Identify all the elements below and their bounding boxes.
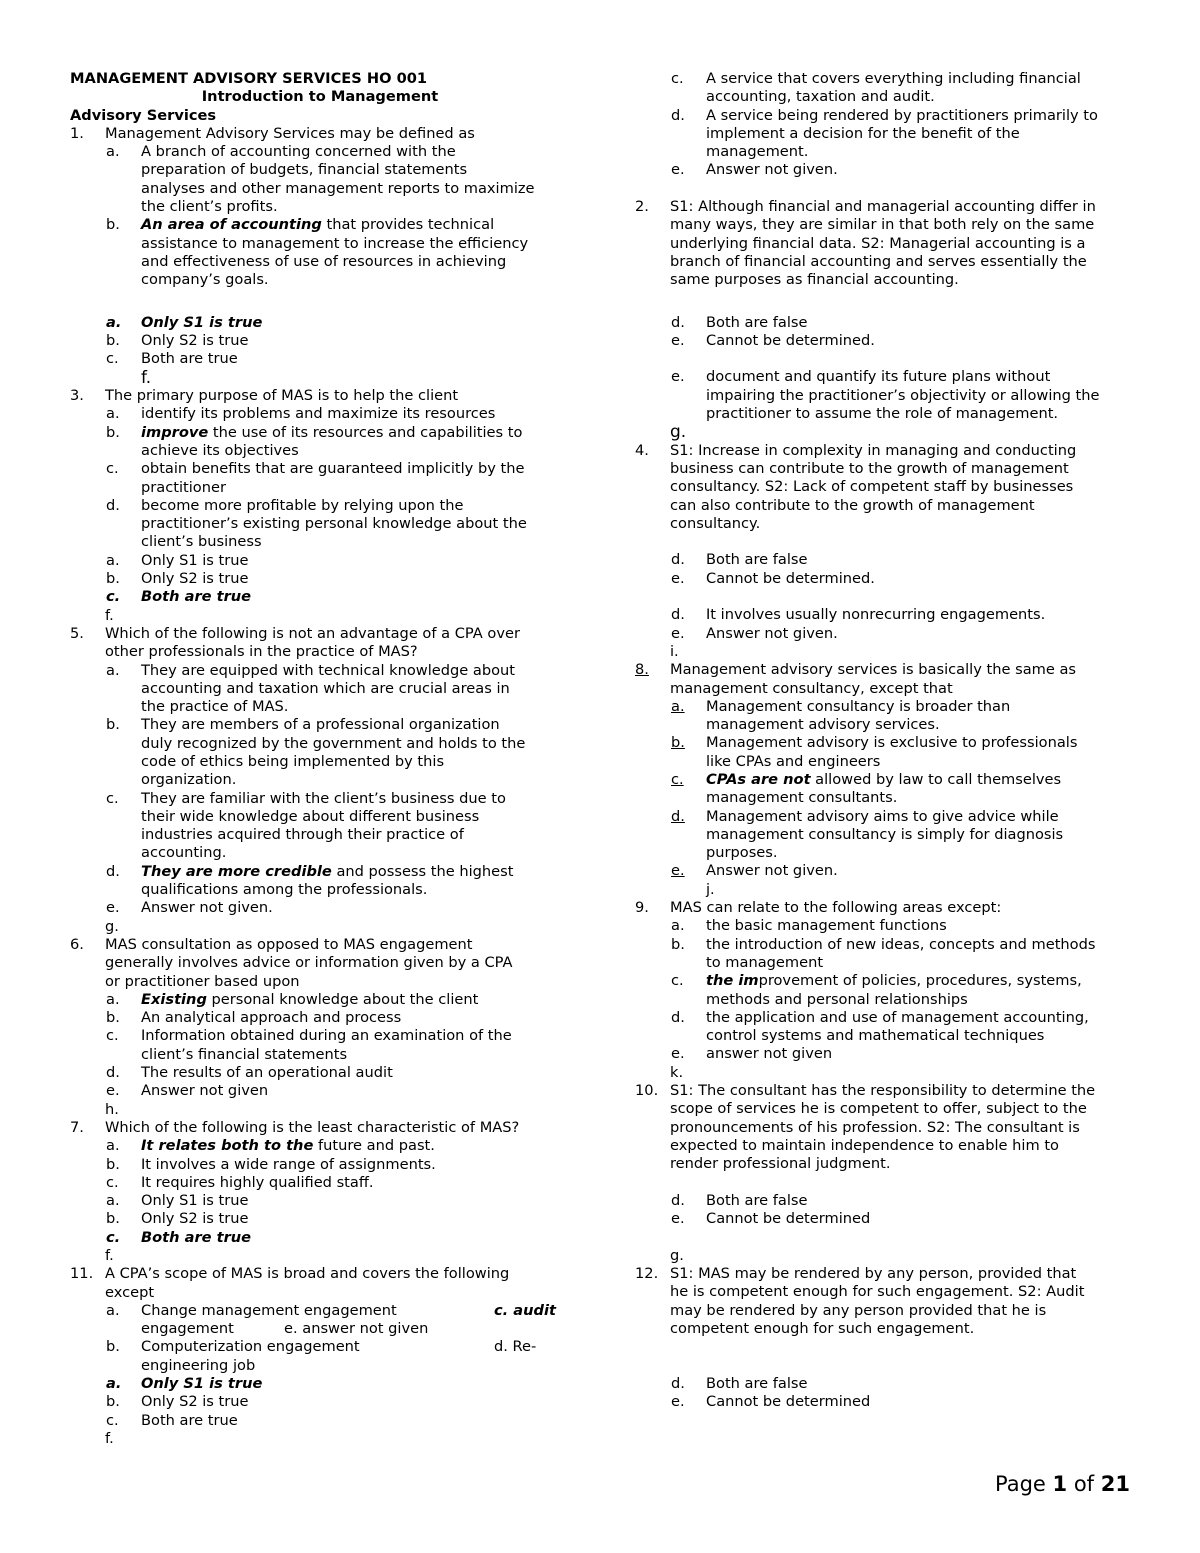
question-5-stem-cont: other professionals in the practice of MAS?	[105, 643, 418, 661]
q1-option-c: c. A service that covers everything including financial	[671, 70, 1081, 87]
block-a-option-b: b. Only S2 is true	[106, 332, 249, 350]
question-10-stem-cont: scope of services he is competent to offer, subject to the	[670, 1100, 1087, 1118]
section-heading: Advisory Services	[70, 106, 217, 124]
q5-option-e: e. Answer not given.	[106, 899, 273, 917]
q5-option-a: a. They are equipped with technical knowledge about	[106, 661, 516, 679]
question-12-stem-cont: competent enough for such engagement.	[670, 1319, 975, 1337]
q4-option-e2: e. Answer not given.	[671, 624, 838, 642]
q5-option-b-cont: duly recognized by the government and holds to the	[141, 734, 526, 752]
q5-option-a-cont: the practice of MAS.	[141, 698, 289, 716]
q8-option-a-cont: management advisory services.	[706, 716, 940, 734]
q2-option-e2-cont: practitioner to assume the role of management.	[706, 405, 1059, 423]
question-12-stem-cont: he is competent enough for such engagement. S2: Audit	[670, 1283, 1085, 1301]
q1-option-e: e. Answer not given.	[671, 161, 838, 179]
q12-option-e: e. Cannot be determined	[671, 1393, 871, 1411]
q8-option-a: a. Management consultancy is broader than	[671, 697, 1011, 715]
q4-option-e: e. Cannot be determined.	[671, 569, 875, 587]
q3-marker-f: f.	[105, 606, 114, 624]
question-2-stem-cont: many ways, they are similar in that both rely on the same	[670, 216, 1095, 234]
question-8-stem: 8. Management advisory services is basically the same as	[635, 661, 1077, 679]
q8-option-d-cont: management consultancy is simply for diagnosis	[706, 825, 1064, 843]
q2-marker-g: g.	[670, 422, 687, 443]
question-4-stem: 4. S1: Increase in complexity in managing and conducting	[635, 441, 1077, 459]
q1-option-a: a. A branch of accounting concerned with the	[106, 143, 456, 161]
q6-option-c: c. Information obtained during an examination of the	[106, 1027, 512, 1045]
q5-option-c-cont: their wide knowledge about different business	[141, 807, 480, 825]
q3-option-d: d. become more profitable by relying upon the	[106, 496, 464, 514]
q4-marker-i: i.	[670, 642, 679, 660]
question-4-stem-cont: can also contribute to the growth of management	[670, 496, 1035, 514]
question-10-stem: 10. S1: The consultant has the responsibility to determine the	[635, 1082, 1096, 1100]
q11-option-b-cont: engineering job	[141, 1356, 256, 1374]
q6-option-b: b. An analytical approach and process	[106, 1009, 402, 1027]
q1-option-d: d. A service being rendered by practitioners primarily to	[671, 106, 1098, 124]
q7-marker-f: f.	[105, 1247, 114, 1264]
q2-option-e: e. Cannot be determined.	[671, 331, 875, 349]
q9-option-d: d. the application and use of management accounting,	[671, 1008, 1089, 1026]
q1-option-d-cont: management.	[706, 143, 809, 161]
question-5-stem: 5. Which of the following is not an advantage of a CPA over	[70, 624, 520, 642]
question-2-stem-cont: underlying financial data. S2: Managerial accounting is a	[670, 234, 1086, 252]
question-10-stem-cont: pronouncements of his profession. S2: The consultant is	[670, 1118, 1080, 1136]
q11-option-a-cont: engagement e. answer not given	[141, 1320, 429, 1338]
q1-option-a-cont: preparation of budgets, financial statements	[141, 161, 468, 179]
q10-option-e: e. Cannot be determined	[671, 1210, 871, 1228]
q3-s-option-a: a. Only S1 is true	[106, 551, 249, 569]
q11-option-b: b. Computerization engagement d. Re-	[106, 1338, 537, 1356]
q1-option-b-cont: company’s goals.	[141, 271, 269, 289]
q11-s-option-a: a. Only S1 is true	[106, 1375, 263, 1393]
q9-option-e: e. answer not given	[671, 1045, 833, 1063]
q1-option-b: b. An area of accounting that provides technical	[106, 216, 495, 234]
q9-option-c: c. the improvement of policies, procedures, systems,	[671, 972, 1082, 990]
q6-option-e: e. Answer not given	[106, 1082, 269, 1100]
q3-s-option-b: b. Only S2 is true	[106, 570, 249, 588]
q5-option-a-cont: accounting and taxation which are crucial areas in	[141, 679, 510, 697]
q10-marker-g: g.	[670, 1246, 684, 1264]
q5-option-b-cont: organization.	[141, 771, 237, 789]
q11-s-option-b: b. Only S2 is true	[106, 1393, 249, 1411]
q6-option-d: d. The results of an operational audit	[106, 1064, 393, 1082]
q5-option-b-cont: code of ethics being implemented by this	[141, 752, 445, 770]
right-column	[635, 70, 1135, 1411]
q7-option-b: b. It involves a wide range of assignments.	[106, 1155, 436, 1173]
question-6-stem: 6. MAS consultation as opposed to MAS engagement	[70, 935, 473, 953]
question-2-stem: 2. S1: Although financial and managerial accounting differ in	[635, 198, 1096, 216]
q3-option-d-cont: client’s business	[141, 533, 262, 551]
q7-option-c: c. It requires highly qualified staff.	[106, 1173, 374, 1191]
q1-option-d-cont: implement a decision for the benefit of the	[706, 124, 1020, 142]
question-8-stem-cont: management consultancy, except that	[670, 679, 953, 697]
q2-option-d: d. Both are false	[671, 313, 808, 331]
q4-option-d: d. Both are false	[671, 551, 808, 569]
q3-option-b: b. improve the use of its resources and capabilities to	[106, 423, 523, 441]
q4-option-d2: d. It involves usually nonrecurring engagements.	[671, 606, 1046, 624]
q7-s-option-c: c. Both are true	[106, 1228, 252, 1246]
document-title: MANAGEMENT ADVISORY SERVICES HO 001	[70, 70, 428, 87]
q9-option-b-cont: to management	[706, 953, 824, 971]
q8-option-b-cont: like CPAs and engineers	[706, 752, 881, 770]
question-2-stem-cont: branch of financial accounting and serves essentially the	[670, 252, 1087, 270]
q1-option-a-cont: the client’s profits.	[141, 198, 278, 216]
q5-option-d: d. They are more credible and possess the highest	[106, 862, 514, 880]
q5-option-c-cont: industries acquired through their practice of	[141, 826, 464, 844]
q5-option-c-cont: accounting.	[141, 844, 227, 862]
q7-s-option-a: a. Only S1 is true	[106, 1192, 249, 1210]
q5-marker-g: g.	[105, 917, 119, 935]
question-12-stem: 12. S1: MAS may be rendered by any person, provided that	[635, 1265, 1077, 1282]
q1-option-b-cont: and effectiveness of use of resources in achieving	[141, 252, 507, 270]
q1-option-c-cont: accounting, taxation and audit.	[706, 88, 935, 106]
question-6-stem-cont: or practitioner based upon	[105, 972, 300, 990]
block-a-marker-f: f.	[141, 367, 152, 388]
q12-option-d: d. Both are false	[671, 1374, 808, 1392]
question-6-stem-cont: generally involves advice or information given by a CPA	[105, 954, 513, 972]
q1-option-a-cont: analyses and other management reports to maximize	[141, 179, 535, 197]
q5-option-c: c. They are familiar with the client’s business due to	[106, 789, 506, 807]
question-11-stem-cont: except	[105, 1283, 155, 1301]
q3-option-a: a. identify its problems and maximize its resources	[106, 405, 496, 423]
question-11-stem: 11. A CPA’s scope of MAS is broad and covers the following	[70, 1265, 510, 1283]
q6-marker-h: h.	[105, 1100, 119, 1118]
q8-option-d: d. Management advisory aims to give advice while	[671, 807, 1059, 825]
q9-option-c-cont: methods and personal relationships	[706, 990, 968, 1008]
q3-option-c: c. obtain benefits that are guaranteed implicitly by the	[106, 460, 525, 478]
q7-s-option-b: b. Only S2 is true	[106, 1210, 249, 1228]
q9-option-b: b. the introduction of new ideas, concepts and methods	[671, 935, 1096, 953]
question-10-stem-cont: render professional judgment.	[670, 1155, 891, 1173]
question-9-stem: 9. MAS can relate to the following areas except:	[635, 899, 1002, 917]
question-3-stem: 3. The primary purpose of MAS is to help the client	[70, 387, 459, 405]
q3-option-b-cont: achieve its objectives	[141, 441, 299, 459]
q3-s-option-c: c. Both are true	[106, 588, 252, 606]
page-number: Page 1 of 21	[994, 1472, 1130, 1496]
question-7-stem: 7. Which of the following is the least characteristic of MAS?	[70, 1118, 520, 1136]
q6-option-c-cont: client’s financial statements	[141, 1045, 348, 1063]
q11-option-a: a. Change management engagement c. audit	[106, 1301, 556, 1319]
question-4-stem-cont: consultancy. S2: Lack of competent staff by businesses	[670, 478, 1074, 496]
question-10-stem-cont: expected to maintain independence to enable him to	[670, 1136, 1059, 1154]
question-12-stem-cont: may be rendered by any person provided that he is	[670, 1301, 1047, 1319]
q8-option-d-cont: purposes.	[706, 844, 778, 862]
q5-option-d-cont: qualifications among the professionals.	[141, 881, 428, 899]
question-2-stem-cont: same purposes as financial accounting.	[670, 271, 959, 289]
question-4-stem-cont: business can contribute to the growth of management	[670, 459, 1069, 477]
q6-option-a: a. Existing personal knowledge about the client	[106, 990, 479, 1008]
q8-option-e: e. Answer not given.	[671, 862, 838, 880]
q2-option-e2-cont: impairing the practitioner’s objectivity or allowing the	[706, 386, 1100, 404]
q11-s-option-c: c. Both are true	[106, 1411, 238, 1429]
q8-option-b: b. Management advisory is exclusive to professionals	[671, 734, 1078, 752]
question-4-stem-cont: consultancy.	[670, 514, 761, 532]
q8-option-c-cont: management consultants.	[706, 789, 898, 807]
q5-option-b: b. They are members of a professional organization	[106, 716, 500, 734]
q3-option-c-cont: practitioner	[141, 478, 226, 496]
question-1-stem: 1. Management Advisory Services may be defined as	[70, 124, 475, 142]
q9-option-d-cont: control systems and mathematical techniques	[706, 1027, 1045, 1045]
q3-option-d-cont: practitioner’s existing personal knowledge about the	[141, 515, 527, 533]
q8-option-c: c. CPAs are not allowed by law to call themselves	[671, 770, 1062, 788]
block-a-option-a: a. Only S1 is true	[106, 313, 263, 331]
q1-option-b-cont: assistance to management to increase the efficiency	[141, 234, 529, 252]
q8-marker-j: j.	[706, 880, 715, 898]
q2-option-e2: e. document and quantify its future plans without	[671, 368, 1051, 386]
q9-option-a: a. the basic management functions	[671, 917, 947, 935]
q10-option-d: d. Both are false	[671, 1191, 808, 1209]
left-column	[70, 70, 570, 1448]
q9-marker-k: k.	[670, 1063, 684, 1081]
block-a-option-c: c. Both are true	[106, 350, 238, 368]
q7-option-a: a. It relates both to the future and past.	[106, 1137, 435, 1155]
q11-marker-f: f.	[105, 1429, 114, 1447]
document-subtitle: Introduction to Management	[201, 88, 439, 106]
